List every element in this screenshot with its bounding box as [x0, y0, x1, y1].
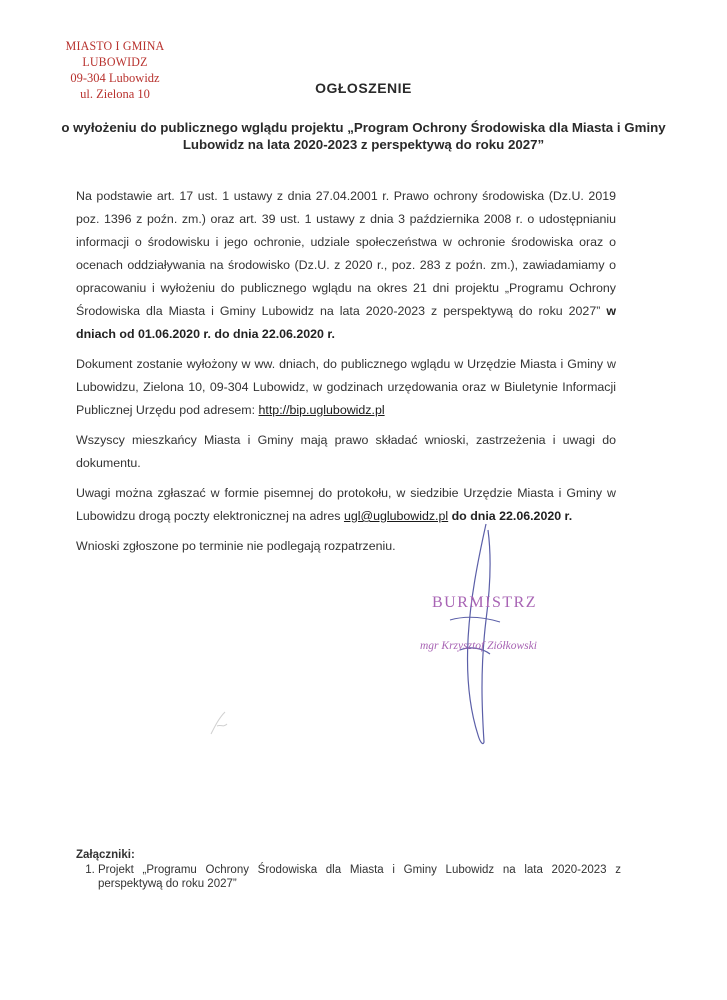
- stamp-line-3: ul. Zielona 10: [80, 87, 150, 101]
- consultation-period: w dniach od 01.06.2020 r. do dnia 22.06.2020 r.: [76, 304, 617, 341]
- paragraph-legal-basis-text: Na podstawie art. 17 ust. 1 ustawy z dnia 27.04.2001 r. Prawo ochrony środowiska (Dz.U. 2019 poz. 1396 z poźn. zm.) oraz art. 39 ust. 1 ustawy z dnia 3 października 2008 r. o udostępnianiu informacji o środowisku i jego ochronie, udziale społeczeństwa w ochronie środowiska oraz o ocenach oddziaływania na środowisko (Dz.U. z 2020 r., poz. 283 z poźn. zm.), zawiadamiamy o opracowaniu i wyłożeniu do publicznego wglądu na okres 21 dni projektu „Programu Ochrony Środowiska dla Miasta i Gminy Lubowidz na lata 2020-2023 z perspektywą do roku 2027”: [76, 189, 616, 318]
- document-subtitle: o wyłożeniu do publicznego wglądu projektu „Program Ochrony Środowiska dla Miasta i Gminy Lubowidz na lata 2020-2023 z perspektywą do roku 2027”: [61, 120, 666, 152]
- paragraph-late-submissions: Wnioski zgłoszone po terminie nie podlegają rozpatrzeniu.: [76, 539, 396, 553]
- email-link[interactable]: ugl@uglubowidz.pl: [343, 509, 449, 523]
- bip-link[interactable]: http://bip.uglubowidz.pl: [258, 403, 385, 417]
- signatory-title: BURMISTRZ: [432, 594, 538, 611]
- stamp-line-1: MIASTO I GMINA LUBOWIDZ: [65, 38, 165, 69]
- paragraph-legal-basis: [76, 185, 616, 346]
- paragraph-residents-rights: Wszyscy mieszkańcy Miasta i Gminy mają prawo składać wnioski, zastrzeżenia i uwagi do dokumentu.: [76, 433, 616, 470]
- faint-mark: [205, 708, 235, 738]
- document-title: OGŁOSZENIE: [315, 80, 412, 96]
- signatory-name: mgr Krzysztof Ziółkowski: [420, 640, 537, 652]
- handwritten-signature: [420, 520, 540, 750]
- attachments-heading: Załączniki:: [76, 849, 135, 861]
- paragraph-availability-text: Dokument zostanie wyłożony w ww. dniach, do publicznego wglądu w Urzędzie Miasta i Gminy w Lubowidzu, Zielona 10, 09-304 Lubowidz, w godzinach urzędowania oraz w Biuletynie Informacji Publicznej Urzędu pod adresem:: [76, 357, 616, 417]
- stamp-line-2: 09-304 Lubowidz: [70, 71, 160, 85]
- paragraph-document-availability: [76, 353, 616, 422]
- attachment-item: 1. Projekt „Programu Ochrony Środowiska dla Miasta i Gminy Lubowidz na lata 2020-2023 z perspektywą do roku 2027”: [98, 863, 621, 891]
- announcement-body: [76, 185, 616, 565]
- attachments-list: [76, 863, 621, 891]
- paragraph-comments-text: Uwagi można zgłaszać w formie pisemnej do protokołu, w siedzibie Urzędzie Miasta i Gminy w Lubowidzu drogą poczty elektronicznej na adres: [76, 486, 616, 523]
- attachments-section: [76, 848, 621, 891]
- comments-deadline: do dnia 22.06.2020 r.: [451, 509, 573, 523]
